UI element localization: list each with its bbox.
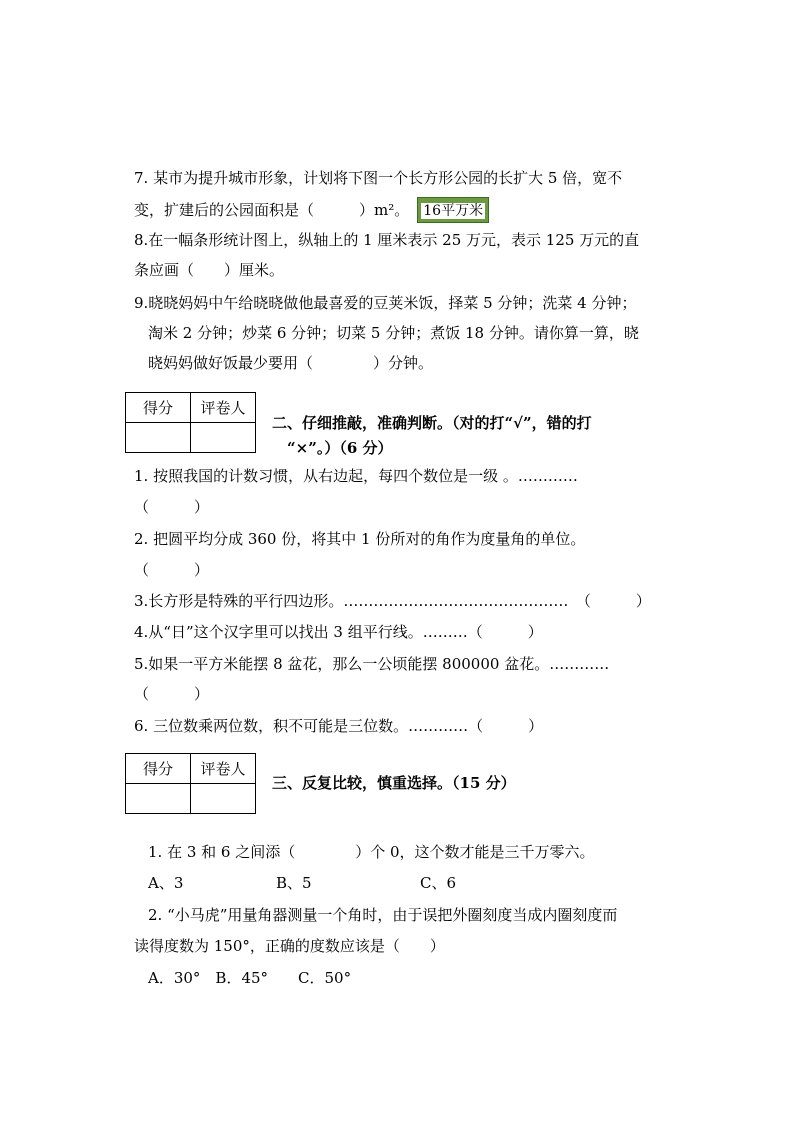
score-cell	[126, 423, 191, 453]
score-table-part3	[125, 753, 256, 814]
q8-line1: 8.在一幅条形统计图上，纵轴上的 1 厘米表示 25 万元，表示 125 万元的直	[134, 231, 640, 249]
q9-line1: 9.晓晓妈妈中午给晓晓做他最喜爱的豆荚米饭，择菜 5 分钟；洗菜 4 分钟；	[134, 294, 637, 312]
judge-q5-paren: （ ）	[134, 685, 210, 703]
score-header: 得分	[126, 754, 191, 784]
q9-line3: 晓妈妈做好饭最少要用（ ）分钟。	[148, 354, 434, 372]
choice-q1: 1. 在 3 和 6 之间添（ ）个 0，这个数才能是三千万零六。	[148, 843, 595, 861]
judge-q5: 5.如果一平方米能摆 8 盆花，那么一公顷能摆 800000 盆花。…………	[134, 655, 610, 673]
grader-cell	[191, 784, 256, 814]
part3-title: 三、反复比较，慎重选择。（15 分）	[272, 774, 516, 792]
score-header: 得分	[126, 393, 191, 423]
judge-q6: 6. 三位数乘两位数，积不可能是三位数。…………（ ）	[134, 717, 544, 735]
judge-q2: 2. 把圆平均分成 360 份，将其中 1 份所对的角作为度量角的单位。	[134, 530, 586, 548]
judge-q2-paren: （ ）	[134, 561, 210, 579]
part2-title-line2: “×”。）（6 分）	[287, 439, 393, 457]
choice-q2-options: A．30° B．45° C．50°	[148, 969, 352, 987]
score-table-part2	[125, 392, 256, 453]
q7-line2-text: 变，扩建后的公园面积是（ ）m²。	[134, 201, 410, 219]
grader-cell	[191, 423, 256, 453]
choice-q1-option-b: B、5	[276, 874, 312, 892]
score-cell	[126, 784, 191, 814]
judge-q1-paren: （ ）	[134, 498, 210, 516]
choice-q1-option-c: C、6	[420, 874, 457, 892]
q7-line2	[134, 197, 489, 223]
q9-line2: 淘米 2 分钟；炒菜 6 分钟；切菜 5 分钟；煮饭 18 分钟。请你算一算，晓	[148, 324, 639, 342]
grader-header: 评卷人	[191, 754, 256, 784]
grader-header: 评卷人	[191, 393, 256, 423]
q7-line1: 7. 某市为提升城市形象，计划将下图一个长方形公园的长扩大 5 倍，宽不	[134, 169, 623, 187]
judge-q4: 4.从“日”这个汉字里可以找出 3 组平行线。………（ ）	[134, 623, 543, 641]
choice-q2-line1: 2. “小马虎”用量角器测量一个角时，由于误把外圈刻度当成内圈刻度而	[148, 906, 618, 924]
q7-answer-image	[417, 197, 489, 223]
q8-line2: 条应画（ ）厘米。	[134, 261, 285, 279]
judge-q3: 3.长方形是特殊的平行四边形。……………………………………… （ ）	[134, 592, 651, 610]
choice-q2-line2: 读得度数为 150°，正确的度数应该是（ ）	[134, 937, 445, 955]
q7-answer-image-label: 16平万米	[423, 203, 484, 219]
part2-title-line1: 二、仔细推敲，准确判断。（对的打“√”，错的打	[272, 414, 592, 432]
choice-q1-option-a: A、3	[148, 874, 184, 892]
judge-q1: 1. 按照我国的计数习惯，从右边起，每四个数位是一级 。…………	[134, 467, 578, 485]
